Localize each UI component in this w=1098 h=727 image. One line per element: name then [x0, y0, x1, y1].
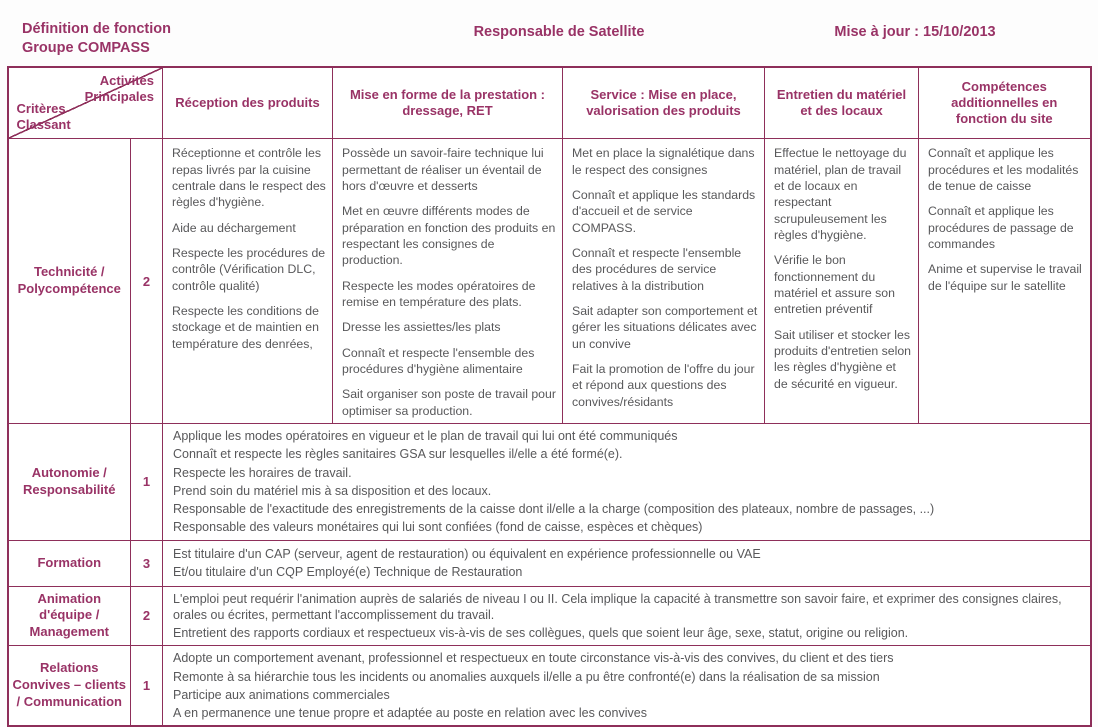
- text-line: Aide au déchargement: [172, 220, 296, 235]
- cell-technicite-mise-en-forme: [333, 139, 563, 424]
- text-line: Respecte les modes opératoires de remise en température des plats.: [342, 278, 536, 309]
- row-label-animation: Animation d'équipe / Management: [8, 586, 131, 646]
- text-line: Réceptionne et contrôle les repas livrés par la cuisine centrale dans le respect des règles d'hygiène.: [172, 146, 326, 210]
- text-line: Prend soin du matériel mis à sa disposition et des locaux.: [173, 483, 492, 498]
- text-line: Sait organiser son poste de travail pour optimiser sa production.: [342, 387, 556, 418]
- text-line: Applique les modes opératoires en vigueur et le plan de travail qui lui ont été communiqués: [173, 429, 678, 443]
- text-line: Responsable de l'exactitude des enregistrements de la caisse dont il/elle a la charge (composition des plateaux, nombre de passages, ...): [173, 502, 935, 516]
- row-animation: [8, 586, 1091, 646]
- level-relations: 1: [131, 646, 163, 727]
- cell-relations: [163, 646, 1091, 727]
- text-line: Possède un savoir-faire technique lui permettant de réaliser un éventail de hors d'œuvre et desserts: [342, 146, 544, 193]
- cell-technicite-competences: [919, 139, 1091, 424]
- text-line: Remonte à sa hiérarchie tous les incidents ou anomalies auxquels il/elle a pu être confronté(e) dans la réalisation de sa mission: [173, 669, 880, 684]
- text-line: Connaît et respecte les règles sanitaires GSA sur lesquelles il/elle a été formé(e).: [173, 447, 623, 462]
- text-line: Connaît et respecte l'ensemble des procédures de service relatives à la distribution: [572, 245, 742, 293]
- text-line: Adopte un comportement avenant, professionnel et respectueux en toute circonstance vis-à-vis des convives, du client et des tiers: [173, 651, 894, 666]
- page-title: Responsable de Satellite: [473, 24, 645, 40]
- text-line: Sait utiliser et stocker les produits d'entretien selon les règles d'hygiène et de sécurité en vigueur.: [774, 327, 912, 391]
- column-header-mise-en-forme: Mise en forme de la prestation : dressage, RET: [333, 67, 563, 139]
- row-formation: [8, 540, 1091, 586]
- doc-type: [18, 20, 368, 58]
- column-header-entretien: Entretien du matériel et des locaux: [765, 67, 919, 139]
- function-definition-table: [7, 66, 1092, 727]
- corner-label-criteres: Critères Classant: [16, 101, 71, 133]
- row-relations: [8, 646, 1091, 727]
- row-label-technicite: Technicité / Polycompétence: [8, 139, 131, 424]
- row-label-autonomie: Autonomie / Responsabilité: [8, 424, 131, 541]
- row-technicite: [8, 139, 1091, 424]
- column-header-competences: Compétences additionnelles en fonction du site: [919, 67, 1091, 139]
- text-line: Vérifie le bon fonctionnement du matériel et assure son entretien préventif: [774, 253, 895, 317]
- text-line: Et/ou titulaire d'un CQP Employé(e) Technique de Restauration: [173, 565, 523, 579]
- text-line: Dresse les assiettes/les plats: [342, 320, 501, 335]
- text-line: Participe aux animations commerciales: [173, 687, 390, 702]
- update-date: Mise à jour : 15/10/2013: [834, 24, 996, 40]
- text-line: Connaît et applique les procédures et les modalités de tenue de caisse: [928, 146, 1079, 193]
- text-line: L'emploi peut requérir l'animation auprès de salariés de niveau I ou II. Cela implique la capacité à transmettre son savoir faire, et exprimer des consignes claires, orales ou écrites, permettant l'accomplissement du travail.: [173, 591, 1062, 622]
- text-line: Sait adapter son comportement et gérer les situations délicates avec un convive: [572, 303, 758, 351]
- level-technicite: 2: [131, 139, 163, 424]
- cell-animation: [163, 586, 1091, 646]
- level-animation: 2: [131, 586, 163, 646]
- cell-formation: [163, 540, 1091, 586]
- text-line: Effectue le nettoyage du matériel, plan de travail et de locaux en respectant scrupuleusement les règles d'hygiène.: [774, 146, 907, 242]
- cell-autonomie: [163, 424, 1091, 541]
- level-autonomie: 1: [131, 424, 163, 541]
- row-label-formation: Formation: [8, 540, 131, 586]
- corner-cell: [8, 67, 163, 139]
- text-line: Connaît et respecte l'ensemble des procédures d'hygiène alimentaire: [342, 345, 535, 376]
- text-line: Met en place la signalétique dans le respect des consignes: [572, 146, 755, 177]
- header-row: [8, 67, 1091, 139]
- cell-technicite-entretien: [765, 139, 919, 424]
- row-label-relations: Relations Convives – clients / Communication: [8, 646, 131, 727]
- text-line: Respecte les conditions de stockage et de maintien en température des denrées,: [172, 303, 319, 351]
- row-autonomie: [8, 424, 1091, 541]
- corner-label-activites: Activités Principales: [84, 72, 154, 104]
- text-line: Est titulaire d'un CAP (serveur, agent de restauration) ou équivalent en expérience professionnelle ou VAE: [173, 546, 761, 561]
- text-line: Respecte les procédures de contrôle (Vérification DLC, contrôle qualité): [172, 245, 326, 293]
- doc-type-line2: Groupe COMPASS: [22, 39, 150, 56]
- text-line: Respecte les horaires de travail.: [173, 465, 352, 480]
- text-line: Responsable des valeurs monétaires qui lui sont confiées (fond de caisse, espèces et chèques): [173, 520, 703, 535]
- text-line: Met en œuvre différents modes de préparation en fonction des produits en respectant les consignes de production.: [342, 204, 556, 268]
- doc-type-line1: Définition de fonction: [22, 21, 172, 37]
- text-line: Anime et supervise le travail de l'équipe sur le satellite: [928, 262, 1082, 293]
- text-line: Connaît et applique les procédures de passage de commandes: [928, 204, 1074, 251]
- level-formation: 3: [131, 540, 163, 586]
- page-header: [0, 0, 1098, 66]
- text-line: Fait la promotion de l'offre du jour et répond aux questions des convives/résidants: [572, 361, 755, 409]
- cell-technicite-service: [563, 139, 765, 424]
- column-header-service: Service : Mise en place, valorisation des produits: [563, 67, 765, 139]
- text-line: Entretient des rapports cordiaux et respectueux vis-à-vis de ses collègues, quels que soient leur âge, sexe, statut, origine ou religion.: [173, 626, 909, 640]
- text-line: Connaît et applique les standards d'accueil et de service COMPASS.: [572, 187, 756, 235]
- text-line: A en permanence une tenue propre et adaptée au poste en relation avec les convives: [173, 706, 647, 720]
- column-header-reception: Réception des produits: [163, 67, 333, 139]
- cell-technicite-reception: [163, 139, 333, 424]
